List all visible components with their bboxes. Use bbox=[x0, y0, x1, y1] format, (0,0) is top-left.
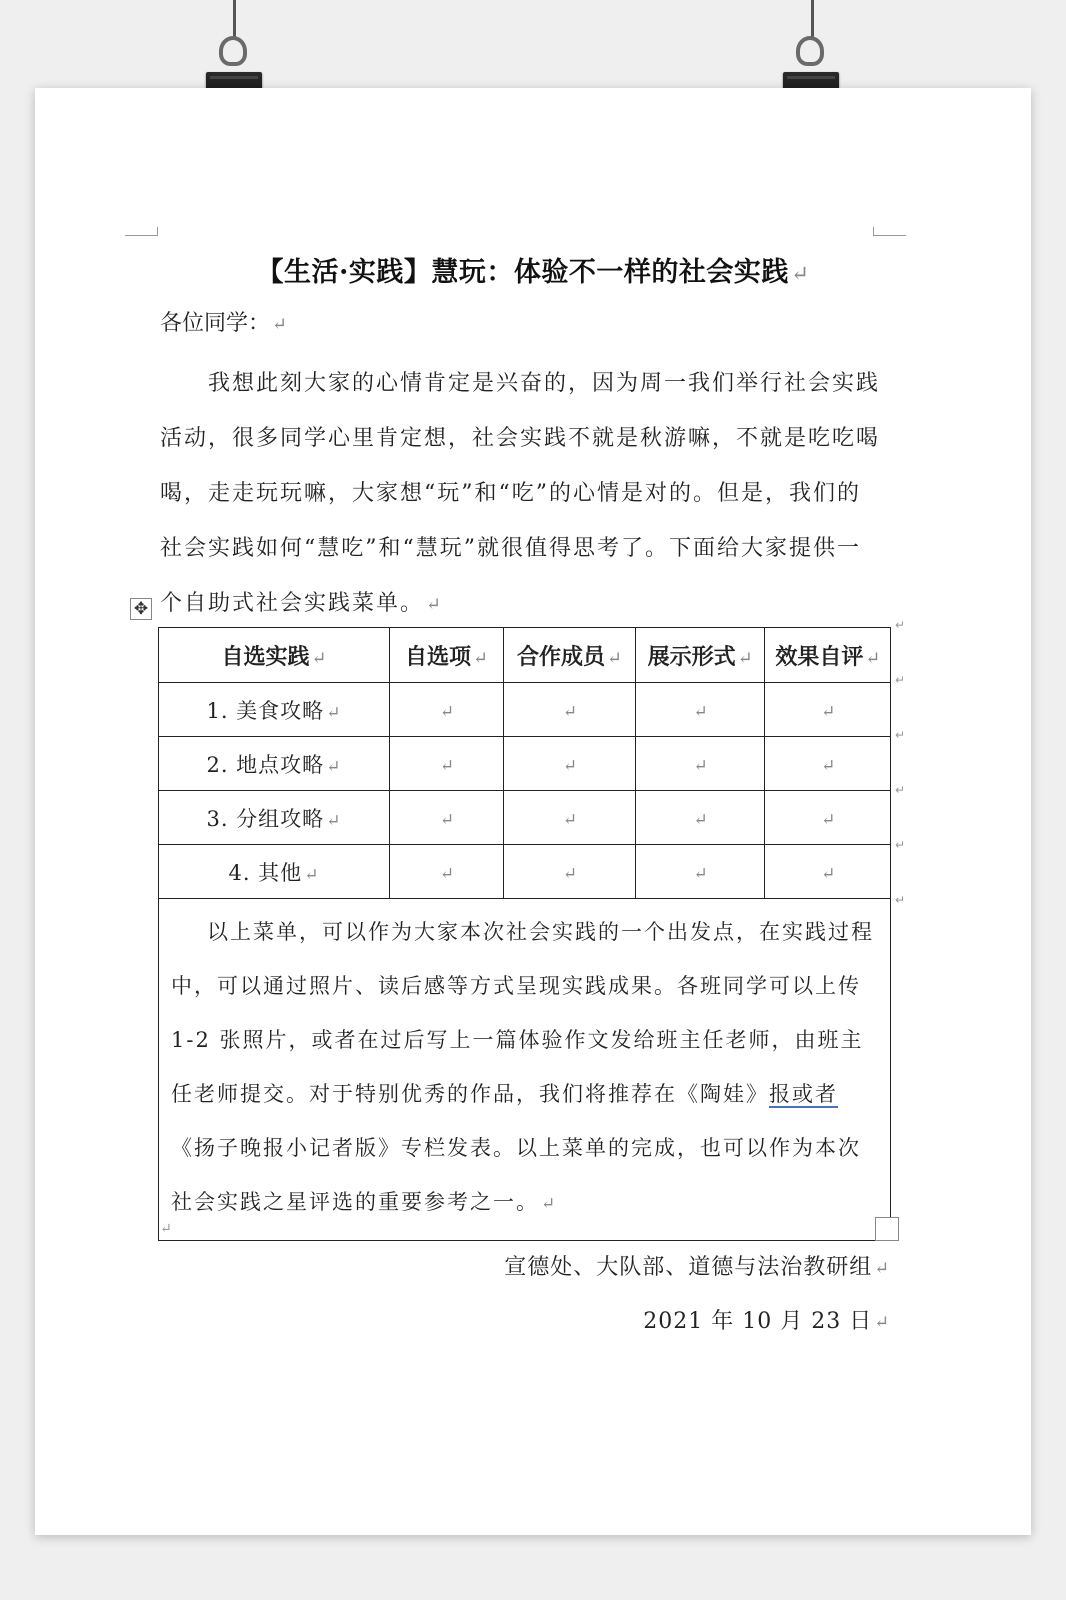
table-row bbox=[159, 683, 891, 737]
crop-mark-left bbox=[125, 227, 158, 236]
table-cell[interactable]: ↵ bbox=[504, 683, 636, 737]
table-note-row bbox=[159, 899, 891, 1241]
move-arrows-icon[interactable]: ✥ bbox=[130, 598, 152, 620]
practice-menu-table bbox=[158, 627, 891, 1241]
table-cell[interactable]: ↵ bbox=[765, 737, 891, 791]
spellcheck-underline: 报或者 bbox=[769, 1082, 838, 1106]
row-end-mark: ↵ bbox=[895, 783, 906, 797]
row-end-mark: ↵ bbox=[895, 893, 906, 907]
table-cell[interactable]: ↵ bbox=[389, 737, 503, 791]
document-title: 【生活·实践】慧玩：体验不一样的社会实践↵ bbox=[256, 257, 810, 288]
table-cell[interactable]: ↵ bbox=[389, 791, 503, 845]
table-row bbox=[159, 737, 891, 791]
table-cell[interactable]: ↵ bbox=[504, 791, 636, 845]
table-cell[interactable]: ↵ bbox=[389, 845, 503, 899]
table-cell[interactable]: ↵ bbox=[389, 683, 503, 737]
greeting: 各位同学： ↵ bbox=[160, 311, 287, 336]
table-note-cell[interactable]: 以上菜单，可以作为大家本次社会实践的一个出发点，在实践过程中，可以通过照片、读后感等方式呈现实践成果。各班同学可以上传 1-2 张照片，或者在过后写上一篇体验作文发给班主任老师，由班主任老师提交。对于特别优秀的作品，我们将推荐在《陶娃》报或者《扬子晚报小记者版》专栏发表。以上菜单的完成，也可以作为本次社会实践之星评选的重要参考之一。 ↵ bbox=[159, 899, 891, 1241]
hanging-wire-right bbox=[811, 0, 814, 40]
table-cell[interactable]: ↵ bbox=[504, 845, 636, 899]
table-cell[interactable]: 2. 地点攻略 ↵ bbox=[159, 737, 390, 791]
table-cell[interactable]: ↵ bbox=[635, 683, 765, 737]
square-handle-icon[interactable] bbox=[875, 1217, 899, 1241]
table-header-cell: 合作成员 ↵ bbox=[504, 628, 636, 683]
row-end-mark: ↵ bbox=[895, 618, 906, 632]
table-cell[interactable]: ↵ bbox=[765, 791, 891, 845]
row-end-mark: ↵ bbox=[895, 838, 906, 852]
signature: 宣德处、大队部、道德与法治教研组 ↵ bbox=[504, 1255, 890, 1280]
row-end-mark: ↵ bbox=[895, 728, 906, 742]
table-cell[interactable]: 1. 美食攻略 ↵ bbox=[159, 683, 390, 737]
empty-paragraph-mark: ↵ bbox=[160, 1221, 172, 1237]
intro-paragraph: 我想此刻大家的心情肯定是兴奋的，因为周一我们举行社会实践活动，很多同学心里肯定想，社会实践不就是秋游嘛，不就是吃吃喝喝，走走玩玩嘛，大家想“玩”和“吃”的心情是对的。但是，我们的社会实践如何“慧吃”和“慧玩”就很值得思考了。下面给大家提供一个自助式社会实践菜单。 ↵ bbox=[160, 371, 881, 616]
table-cell[interactable]: 3. 分组攻略 ↵ bbox=[159, 791, 390, 845]
table-row bbox=[159, 845, 891, 899]
table-cell[interactable]: 4. 其他 ↵ bbox=[159, 845, 390, 899]
date: 2021 年 10 月 23 日 ↵ bbox=[643, 1309, 890, 1334]
row-end-mark: ↵ bbox=[895, 673, 906, 687]
table-header-row bbox=[159, 628, 891, 683]
table-row bbox=[159, 791, 891, 845]
table-cell[interactable]: ↵ bbox=[635, 791, 765, 845]
table-cell[interactable]: ↵ bbox=[765, 845, 891, 899]
table-header-cell: 自选实践 ↵ bbox=[159, 628, 390, 683]
table-cell[interactable]: ↵ bbox=[635, 845, 765, 899]
table-cell[interactable]: ↵ bbox=[635, 737, 765, 791]
hanging-wire-left bbox=[233, 0, 236, 40]
crop-mark-right bbox=[873, 227, 906, 236]
table-header-cell: 展示形式 ↵ bbox=[635, 628, 765, 683]
table-header-cell: 自选项 ↵ bbox=[389, 628, 503, 683]
table-cell[interactable]: ↵ bbox=[504, 737, 636, 791]
table-header-cell: 效果自评 ↵ bbox=[765, 628, 891, 683]
table-cell[interactable]: ↵ bbox=[765, 683, 891, 737]
document-page bbox=[35, 88, 1031, 1535]
